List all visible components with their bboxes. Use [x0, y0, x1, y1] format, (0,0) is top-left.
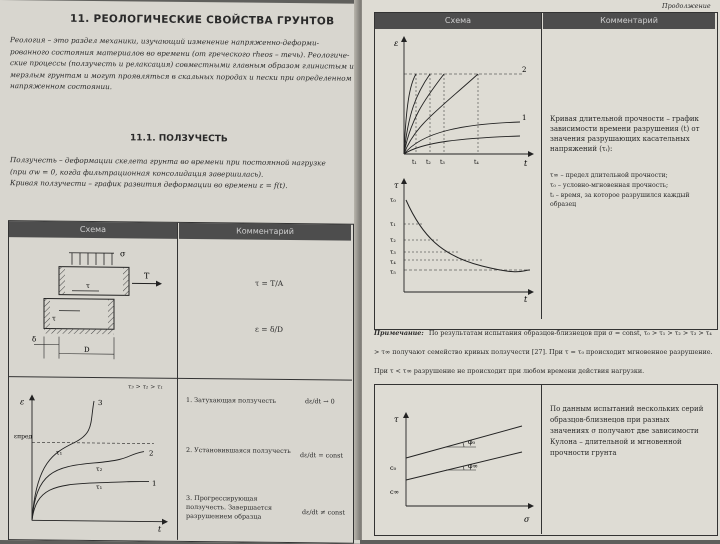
formula-tau: τ = T/A — [255, 279, 283, 288]
comment-1: Кривая длительной прочности – график зависимости времени разрушения (t) от значения разрушающих касательных напряжений (τᵢ): — [550, 114, 710, 154]
arrow-head — [156, 281, 162, 287]
tau1-label: τ₁ — [56, 449, 63, 457]
tau2-label: τ₂ — [390, 237, 396, 244]
instant-strength-line — [406, 426, 522, 458]
comment-2: По данным испытаний нескольких серий образцов-близнецов при разных значениях σ получают две зависимости Кулона – длительной и мгновенной прочности грунта — [550, 404, 710, 459]
stage-2-formula: dε/dt = const — [300, 451, 343, 460]
note-label: Примечание: — [374, 329, 424, 337]
curve-1-label: 1 — [152, 480, 156, 488]
T-label: T — [144, 272, 150, 281]
t-axis-label: t — [524, 295, 528, 304]
creep-curves-plot — [14, 392, 174, 534]
delta-label: δ — [32, 335, 36, 343]
table-divider — [177, 223, 178, 540]
intro-line: Реология – это раздел механики, изучающий изменение напряженно-деформи- — [10, 34, 356, 49]
comment-1-item: τ₀ – условно-мгновенная прочность; — [550, 182, 710, 191]
tau4-label: τ₄ — [390, 259, 396, 266]
curve-2-label: 2 — [149, 450, 153, 458]
eps-limit-line — [32, 442, 154, 443]
curve-2-label: 2 — [522, 66, 526, 74]
tau-axis-label: τ — [394, 181, 399, 190]
phi0-label: φ₀ — [468, 438, 476, 446]
D-label: D — [84, 346, 90, 354]
creep-curve-3 — [32, 400, 94, 521]
def-line: Кривая ползучести – график развития деформации во времени ε = f(t). — [10, 177, 356, 192]
load-arrows — [69, 253, 114, 265]
tau-label-lower: τ — [52, 315, 56, 323]
strength-curve — [406, 200, 530, 272]
x-axis — [32, 520, 164, 521]
def-line: Ползучесть – деформации скелета грунта во времени при постоянной нагрузке — [10, 154, 356, 169]
eps-axis-label: ε — [20, 397, 24, 406]
curve-3-label: 3 — [98, 399, 102, 407]
t-axis-label: t — [524, 159, 528, 168]
stage-3-formula: dε/dt ≠ const — [302, 508, 345, 517]
note-block — [374, 320, 717, 377]
corner-label: Продолжение — [662, 2, 711, 11]
formula-eps: ε = δ/D — [255, 325, 283, 334]
top-ring-wall — [59, 267, 65, 295]
tau5-label: τ₅ — [390, 269, 396, 276]
tau3-label: τ₃ — [390, 249, 396, 256]
table-divider — [541, 385, 542, 534]
coulomb-plot — [386, 410, 536, 528]
tick-t2: t₂ — [426, 159, 431, 166]
tau-axis-label: τ — [394, 415, 399, 424]
long-term-strength-line — [406, 452, 522, 480]
tau2-label: τ₂ — [96, 465, 103, 473]
intro-line: ские процессы (ползучесть и релаксация) совместными главным образом глинистым и — [10, 57, 356, 72]
sigma-label: σ — [120, 249, 126, 258]
eps-limit-label: εпред — [14, 433, 32, 440]
top-ring-wall — [123, 267, 129, 295]
shear-box-diagram — [14, 240, 174, 372]
phi-inf-label: φ∞ — [468, 462, 478, 470]
stage-3-label: 3. Прогрессирующая ползучесть. Завершается разрушением образца — [186, 494, 298, 522]
table-head-scheme: Схема — [9, 221, 177, 239]
long-term-strength-plot — [382, 176, 537, 304]
intro-text — [10, 34, 356, 95]
stage-1-formula: dε/dt → 0 — [305, 397, 335, 406]
definition-text — [10, 154, 356, 192]
comment-1-item: tᵢ – время, за которое разрушился каждый образец — [550, 192, 710, 209]
table-head-comment: Комментарий — [179, 223, 351, 241]
tick-t1: t₁ — [412, 159, 417, 166]
table-head-scheme: Схема — [375, 13, 541, 29]
creep-curve-1 — [32, 480, 149, 521]
tau1-label: τ₁ — [390, 221, 396, 228]
t-axis-label: t — [158, 525, 162, 534]
def-line: (при σw = 0, когда фильтрационная консолидация завершилась). — [10, 166, 356, 181]
intro-line: напряженном состоянии. — [10, 80, 356, 95]
tau1b-label: τ₁ — [96, 483, 103, 491]
tick-t3: t₃ — [440, 159, 445, 166]
section-title: 11. РЕОЛОГИЧЕСКИЕ СВОЙСТВА ГРУНТОВ — [70, 13, 334, 28]
c0-label: c₀ — [390, 464, 397, 472]
tick-t4: t₄ — [474, 159, 479, 166]
comment-1-item: τ∞ – предел длительной прочности; — [550, 172, 710, 181]
note-text: По результатам испытания образцов-близнецов при σ = const, τ₀ > τ₁ > τ₂ > τ₃ > τ₄ > τ∞ получают семейство кривых ползучести [27]. При τ = τ₀ происходит мгновенное разрушение. При τ < τ∞ разрушение не происходит при любом времени действия нагрузки. — [374, 329, 713, 375]
tau0-label: τ₀ — [390, 197, 396, 204]
creep-curve-family — [404, 74, 520, 154]
c-inf-label: c∞ — [390, 488, 399, 496]
subsection-title: 11.1. ПОЛЗУЧЕСТЬ — [130, 133, 228, 144]
tau-label: τ — [86, 282, 90, 290]
sigma-axis-label: σ — [524, 515, 530, 524]
creep-family-plot — [382, 34, 537, 170]
stage-1-label: 1. Затухающая ползучесть — [186, 396, 296, 406]
creep-plot-title: τ₃ > τ₂ > τ₁ — [128, 383, 163, 391]
intro-line: рованного состояния материалов во времени (от греческого rheos – течь). Реологиче- — [10, 46, 356, 61]
intro-line: мерзлым грунтам и могут проявляться в скальных породах и пески при определенном — [10, 69, 356, 84]
table-divider — [541, 13, 542, 319]
eps-axis-label: ε — [394, 39, 398, 48]
right-page — [362, 0, 720, 540]
stage-2-label: 2. Установившаяся ползучесть — [186, 446, 296, 456]
table-head-comment: Комментарий — [543, 13, 715, 29]
curve-1-label: 1 — [522, 114, 526, 122]
